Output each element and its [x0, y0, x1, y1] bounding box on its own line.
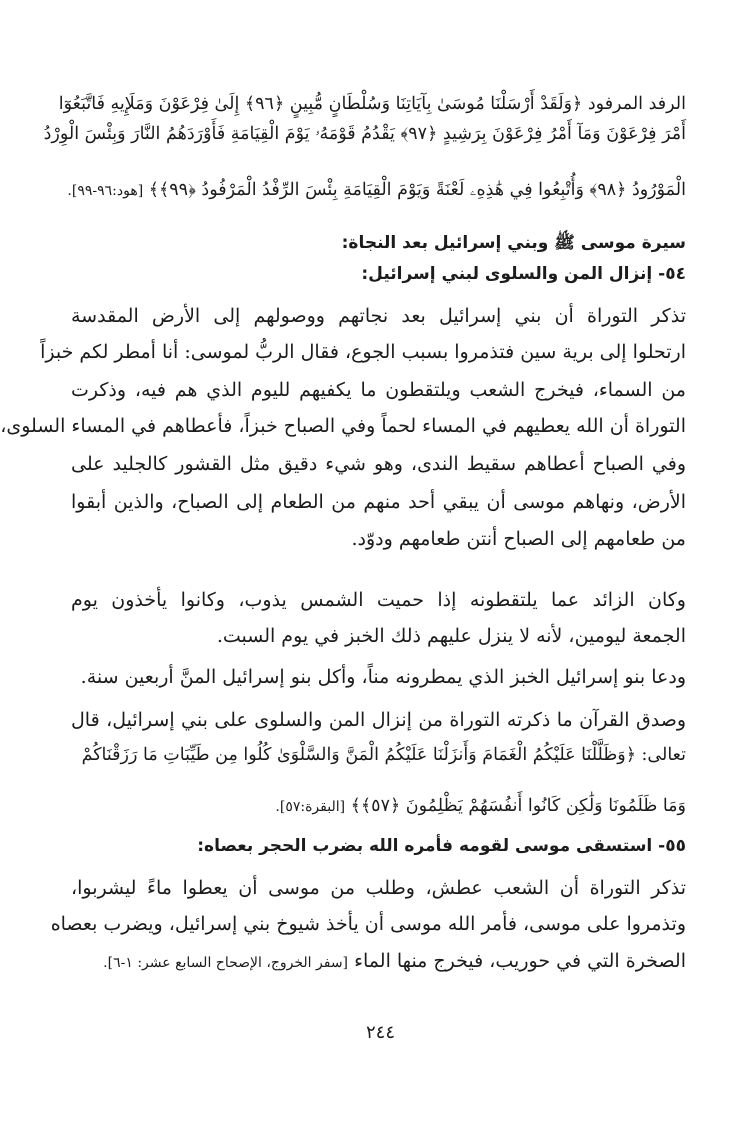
subsection-number: ٥٥- — [658, 836, 686, 856]
quran-line-1: الرفد المرفود ﴿وَلَقَدْ أَرْسَلْنَا مُوسَىٰ بِآيَاتِنَا وَسُلْطَانٍ مُّبِينٍ ﴿٩٦﴾ إِلَىٰ فِرْعَوْنَ وَمَلَإِيهِ فَاتَّبَعُوٓا — [58, 94, 686, 114]
paragraph-line: وتذمروا على موسى، فأمر الله موسى أن يأخذ شيوخ بني إسرائيل، ويضرب بعصاه — [50, 913, 686, 935]
quran-line-3 — [67, 176, 686, 205]
page-number: ٢٤٤ — [365, 1022, 395, 1043]
quran-verse-text: وَمَا ظَلَمُونَا وَلَٰكِن كَانُوا أَنفُسَهُمْ يَظْلِمُونَ ﴿٥٧﴾﴾ — [350, 796, 686, 816]
subsection-heading-54 — [71, 260, 686, 288]
subsection-heading-55 — [71, 832, 686, 860]
section-heading: سيرة موسى ﷺ وبني إسرائيل بعد النجاة: — [341, 233, 686, 253]
bible-reference: [سفر الخروج، الإصحاح السابع عشر: ١-٦]. — [103, 955, 349, 971]
subsection-number: ٥٤- — [658, 264, 686, 284]
quran-reference: [البقرة:٥٧]. — [275, 799, 346, 815]
paragraph-line: الأرض، ونهاهم موسى أن يبقي أحد منهم من الطعام إلى الصباح، والذين أبقوا — [71, 491, 686, 513]
paragraph-line: تذكر التوراة أن الشعب عطش، وطلب من موسى أن يعطوا ماءً ليشربوا، — [71, 877, 686, 899]
paragraph-line — [71, 945, 686, 979]
paragraph-line: تذكر التوراة أن بني إسرائيل بعد نجاتهم ووصولهم إلى الأرض المقدسة — [71, 305, 686, 327]
quran-reference: [هود:٩٦-٩٩]. — [67, 183, 144, 199]
paragraph-line: الجمعة ليومين، لأنه لا ينزل عليهم ذلك الخبز في يوم السبت. — [216, 625, 686, 647]
paragraph-line: التوراة أن الله يعطيهم في المساء لحماً وفي الصباح خبزاً، فأعطاهم في المساء السلوى، — [0, 415, 686, 437]
paragraph-line: ارتحلوا إلى برية سين فتذمروا بسبب الجوع، فقال الربُّ لموسى: أنا أمطر لكم خبزاً — [40, 341, 686, 363]
paragraph-line: من طعامهم إلى الصباح أنتن طعامهم ودوّد. — [351, 528, 686, 550]
quran-verse-text: الْمَوْرُودُ ﴿٩٨﴾ وَأُتْبِعُوا فِي هَٰذِهِۦ لَعْنَةً وَيَوْمَ الْقِيَامَةِ بِئْسَ الرِّفْدُ الْمَرْفُودُ ﴿٩٩﴾﴾ — [148, 180, 686, 200]
paragraph-line: من السماء، فيخرج الشعب ويلتقطون ما يكفيهم لليوم الذي هم فيه، وذكرت — [71, 379, 686, 401]
subsection-title: استسقى موسى لقومه فأمره الله بضرب الحجر بعصاه: — [197, 836, 653, 856]
quran-line — [71, 792, 686, 821]
subsection-title: إنزال المن والسلوى لبني إسرائيل: — [361, 264, 653, 284]
paragraph-line: وصدق القرآن ما ذكرته التوراة من إنزال المن والسلوى على بني إسرائيل، قال — [71, 709, 686, 731]
paragraph-line: وكان الزائد عما يلتقطونه إذا حميت الشمس يذوب، وكانوا يأخذون يوم — [71, 589, 686, 611]
paragraph-line: ودعا بنو إسرائيل الخبز الذي يمطرونه مناً، وأكل بنو إسرائيل المنَّ أربعين سنة. — [80, 666, 686, 688]
paragraph-line: وفي الصباح أعطاهم سقيط الندى، وهو شيء دقيق مثل القشور كالجليد على — [71, 453, 686, 475]
paragraph-text: الصخرة التي في حوريب، فيخرج منها الماء — [354, 950, 686, 972]
quran-line-2: أَمْرَ فِرْعَوْنَ وَمَآ أَمْرُ فِرْعَوْنَ بِرَشِيدٍ ﴿٩٧﴾ يَقْدُمُ قَوْمَهُۥ يَوْمَ الْقِيَامَةِ فَأَوْرَدَهُمُ النَّارَ وَبِئْسَ الْوِرْدُ — [43, 124, 686, 144]
quran-line: تعالى: ﴿وَظَلَّلْنَا عَلَيْكُمُ الْغَمَامَ وَأَنزَلْنَا عَلَيْكُمُ الْمَنَّ وَالسَّلْوَىٰ كُلُوا مِن طَيِّبَاتِ مَا رَزَقْنَاكُمْ — [81, 745, 686, 765]
